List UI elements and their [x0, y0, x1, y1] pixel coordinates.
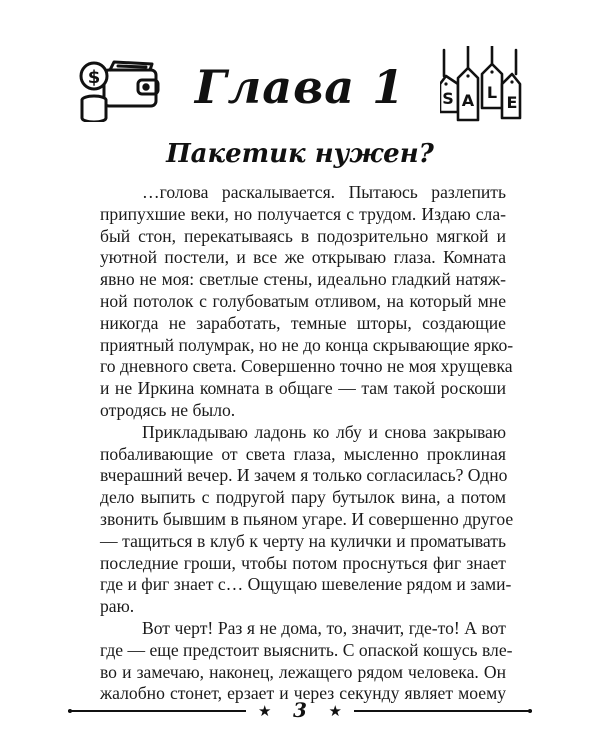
text-line: Вот черт! Раз я не дома, то, значит, где-то! А вот — [142, 617, 506, 638]
text-line: припухшие веки, но получается с трудом. Издаю сла- — [100, 203, 506, 224]
text-line: Прикладываю ладонь ко лбу и снова закрываю — [142, 421, 506, 442]
text-line: никогда не заработать, темные шторы, создающие — [100, 312, 506, 333]
text-line: побаливающие от света глаза, мысленно проклиная — [100, 443, 506, 464]
text-line: звонить бывшим в пьяном угаре. И совершенно другое — [100, 508, 514, 529]
chapter-body-text — [100, 182, 514, 705]
text-line: вчерашний вечер. И зачем я только согласилась? Одно — [100, 465, 508, 486]
sale-letter: L — [486, 83, 498, 102]
text-line: и не Иркина комната в общаге — там такой роскоши — [100, 378, 506, 399]
sale-letter: A — [461, 91, 475, 110]
sale-letter: S — [442, 89, 454, 108]
text-line: го дневного света. Совершенно точно не моя хрущевка — [100, 356, 513, 377]
text-line: уютной постели, и все же открываю глаза. Комната — [100, 247, 506, 268]
text-line: ной потолок с голубоватым отливом, на который мне — [100, 290, 506, 311]
star-icon: ★ — [328, 702, 342, 720]
page-number: 3 — [293, 698, 307, 722]
text-line: где и фиг знает с… Ощущаю шевеление рядом и зами- — [100, 574, 512, 595]
sale-tags-icon — [440, 46, 522, 128]
star-icon: ★ — [258, 702, 272, 720]
sale-letter: E — [506, 93, 518, 112]
footer-divider-right — [354, 710, 532, 712]
svg-text:$: $ — [87, 67, 101, 88]
text-line: жалобно стонет, ерзает и через секунду являет моему — [100, 683, 506, 704]
text-line: бый стон, перекатываясь в подозрительно мягкой и — [100, 225, 506, 246]
chapter-subtitle: Пакетик нужен? — [166, 139, 434, 169]
wallet-coins-money-icon — [78, 56, 162, 122]
text-line: …голова раскалывается. Пытаюсь разлепить — [142, 182, 506, 202]
text-line: — тащиться в клуб к черту на кулички и проматывать — [100, 530, 506, 551]
page-footer — [68, 696, 532, 726]
text-line: где — еще предстоит выяснить. С опаской кошусь вле- — [100, 639, 513, 660]
text-line: дело выпить с подругой пару бутылок вина, а потом — [100, 487, 506, 508]
chapter-title: Глава 1 — [194, 60, 406, 114]
text-line: приятный полумрак, но не до конца скрывающие ярко- — [100, 334, 514, 355]
text-line: явно не моя: светлые стены, идеально гладкий натяж- — [100, 269, 506, 290]
text-line: отродясь не было. — [100, 399, 236, 420]
chapter-header — [78, 46, 522, 134]
text-line: последние гроши, чтобы потом проснуться фиг знает — [100, 552, 506, 573]
text-line: во и замечаю, наконец, лежащего рядом человека. Он — [100, 661, 506, 682]
text-line: раю. — [100, 596, 135, 617]
